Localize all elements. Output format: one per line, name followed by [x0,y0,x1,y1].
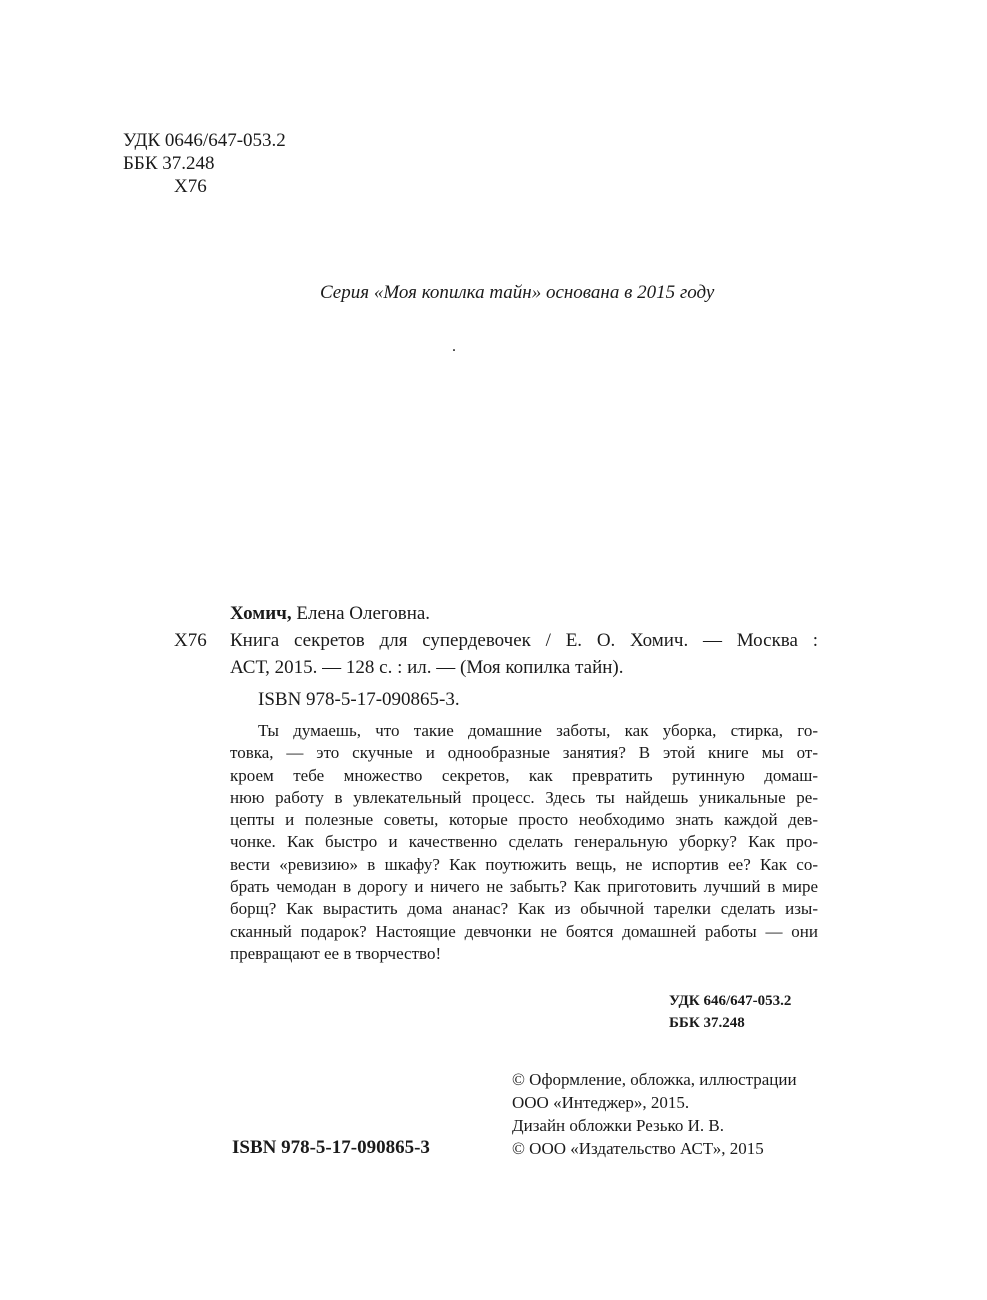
annotation-line: кроем тебе множество секретов, как превратить рутинную домаш- [230,765,818,785]
annotation-line: борщ? Как вырастить дома ананас? Как из обычной тарелки сделать изы- [230,899,818,919]
title-line-1: Книга секретов для супердевочек / Е. О. Хомич. — Москва : [230,630,818,651]
cover-design-credit: Дизайн обложки Резько И. В. [512,1116,725,1135]
copyright-line: © Оформление, обложка, иллюстрации [512,1070,797,1089]
isbn-record: ISBN 978-5-17-090865-3. [258,689,460,710]
author-sign-top: Х76 [174,176,207,197]
author-sign-record: Х76 [174,630,207,651]
title-line-2: АСТ, 2015. — 128 с. : ил. — (Моя копилка тайн). [230,657,624,678]
bbk-code-bottom: ББК 37.248 [669,1015,745,1031]
stray-mark: . [452,338,456,355]
annotation-line: цепты и полезные советы, которые просто необходимо знать каждой дев- [230,810,818,830]
udk-code-top: УДК 0646/647-053.2 [123,130,286,151]
annotation-line: превращают ее в творчество! [230,943,442,963]
annotation-line: брать чемодан в дорогу и ничего не забыть? Как приготовить лучший в мире [230,877,818,897]
annotation-line: чонке. Как быстро и качественно сделать генеральную уборку? Как про- [230,832,818,852]
isbn-bold: ISBN 978-5-17-090865-3 [232,1137,430,1158]
udk-code-bottom: УДК 646/647-053.2 [669,993,792,1009]
series-note: Серия «Моя копилка тайн» основана в 2015 году [320,282,715,303]
copyright-line: © ООО «Издательство АСТ», 2015 [512,1139,764,1158]
annotation-line: Ты думаешь, что такие домашние заботы, как уборка, стирка, го- [258,721,818,740]
annotation-line: сканный подарок? Настоящие девчонки не боятся домашней работы — они [230,921,818,941]
annotation-line: вести «ревизию» в шкафу? Как поутюжить вещь, не испортив ее? Как со- [230,854,818,874]
annotation-line: нюю работу в увлекательный процесс. Здесь ты найдешь уникальные ре- [230,787,818,807]
author-surname: Хомич, [230,603,292,624]
copyright-line: ООО «Интеджер», 2015. [512,1093,690,1112]
author-line [230,600,430,628]
annotation-line: товка, — это скучные и однообразные занятия? В этой книге мы от- [230,743,818,763]
annotation [230,720,818,965]
bbk-code-top: ББК 37.248 [123,153,215,174]
author-name: Елена Олеговна. [291,603,431,624]
